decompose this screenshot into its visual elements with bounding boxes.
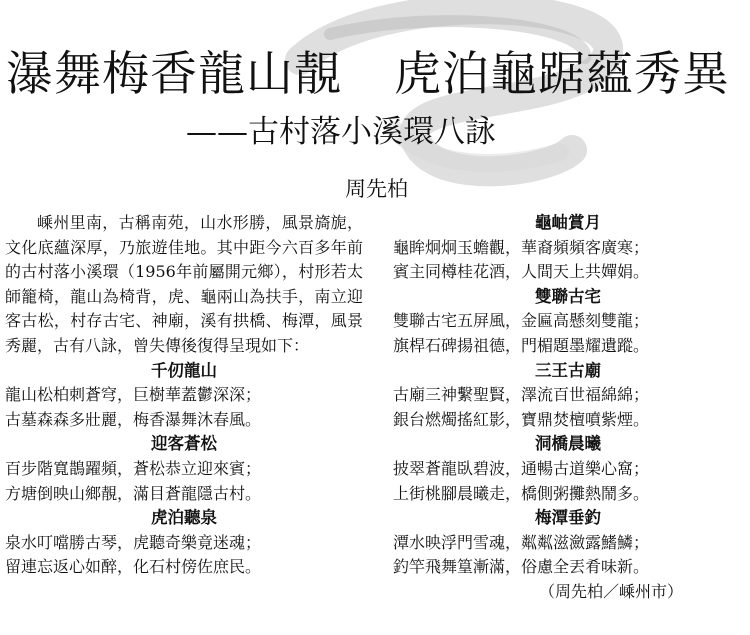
poem-line: 銀台燃燭搖紅影，寶鼎焚檀噴紫煙。 (393, 409, 650, 429)
poem-title: 千仞龍山 (151, 360, 217, 380)
poem-line: 釣竿飛舞篁漸滿，俗慮全丟肴味新。 (393, 557, 650, 577)
poem-title: 梅潭垂釣 (535, 508, 601, 528)
poem-line: 留連忘返心如醉，化石村傍佐庶民。 (5, 557, 262, 577)
poem-line: 方塘倒映山鄉靚，滿目蒼龍隱古村。 (5, 483, 262, 503)
left-column (5, 211, 363, 580)
poem-line: 泉水叮噹勝古琴，虎聽奇樂竟迷魂； (5, 532, 262, 552)
intro-paragraph: 嵊州里南，古稱南苑，山水形勝，風景旖旎，文化底蘊深厚，乃旅遊佳地。其中距今六百多年前的古村落小溪環（1956年前屬開元鄉），村形若太師籠椅，龍山為椅背，虎、龜兩山為扶手，南立迎客古松，村存古宅、神廟，溪有拱橋、梅潭，風景秀麗，古有八詠，曾失傳後復得呈現如下： (5, 213, 363, 355)
headline-part-2: 虎泊龜踞蘊秀異 (394, 47, 730, 102)
poem-line: 潭水映浮門雪魂，粼粼滋瀲露鰭鱗； (393, 532, 650, 552)
poem-line: 雙聯古宅五屏風，金匾高懸刻雙龍； (393, 311, 650, 331)
poem-line: 龜眸炯炯玉蟾觀，華裔頻頻客廣寒； (393, 237, 650, 257)
poem-title: 迎客蒼松 (151, 434, 217, 454)
poem-line: 披翠蒼龍臥碧波，通暢古道樂心窩； (393, 458, 650, 478)
subheadline: ——古村落小溪環八詠 (186, 114, 496, 150)
headline-part-1: 瀑舞梅香龍山靚 (6, 47, 342, 102)
poem-line: 上街桃腳晨曦走，橋側粥攤熱鬧多。 (393, 483, 650, 503)
headline (6, 46, 730, 104)
poem-line: 賓主同樽桂花酒，人間天上共嬋娟。 (393, 262, 650, 282)
poem-line: 龍山松柏刺蒼穹，巨樹華蓋鬱深深； (5, 385, 262, 405)
author-byline: 周先柏 (345, 177, 408, 201)
poem-title: 虎泊聽泉 (151, 508, 217, 528)
poem-title: 洞橋晨曦 (535, 434, 601, 454)
signature: （周先柏／嵊州市） (538, 581, 683, 601)
poem-title: 雙聯古宅 (535, 286, 601, 306)
poem-line: 古廟三神繫聖賢，澤流百世福綿綿； (393, 385, 650, 405)
right-column (393, 211, 743, 605)
poem-line: 古墓森森多壯麗，梅香瀑舞沐春風。 (5, 409, 262, 429)
poem-title: 龜岫賞月 (535, 213, 601, 232)
poem-title: 三王古廟 (535, 360, 601, 380)
poem-line: 百步階寬鵲躍頻，蒼松恭立迎來賓； (5, 458, 262, 478)
poem-line: 旗桿石碑揚祖德，門楣題墨耀遺蹤。 (393, 335, 650, 355)
